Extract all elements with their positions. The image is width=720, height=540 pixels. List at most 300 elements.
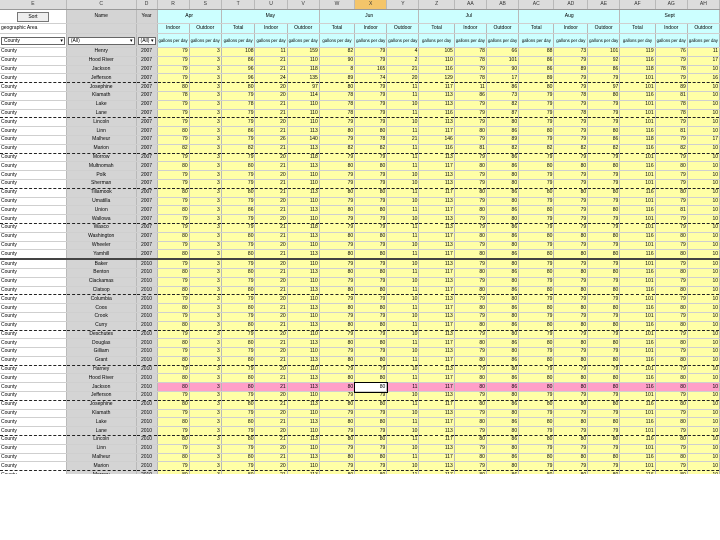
- value-cell[interactable]: 79: [554, 312, 588, 321]
- value-cell[interactable]: 80: [519, 356, 554, 365]
- area-cell[interactable]: County: [0, 462, 66, 471]
- value-cell[interactable]: 79: [319, 223, 354, 232]
- value-cell[interactable]: 80: [157, 304, 189, 313]
- value-cell[interactable]: 20: [255, 197, 287, 206]
- name-cell[interactable]: Wallowa: [66, 215, 136, 224]
- value-cell[interactable]: 80: [486, 179, 518, 188]
- value-cell[interactable]: 88: [519, 48, 554, 57]
- value-cell[interactable]: 79: [454, 197, 486, 206]
- area-cell[interactable]: County: [0, 409, 66, 418]
- value-cell[interactable]: 79: [655, 392, 687, 401]
- value-cell[interactable]: 4: [387, 48, 419, 57]
- value-cell[interactable]: 10: [687, 365, 719, 374]
- value-cell[interactable]: 86: [486, 400, 518, 409]
- value-cell[interactable]: 21: [255, 206, 287, 215]
- value-cell[interactable]: 90: [486, 65, 518, 74]
- value-cell[interactable]: 79: [554, 135, 588, 144]
- name-cell[interactable]: Gilliam: [66, 348, 136, 357]
- area-cell[interactable]: County: [0, 179, 66, 188]
- value-cell[interactable]: 80: [486, 197, 518, 206]
- value-cell[interactable]: 108: [221, 48, 255, 57]
- value-cell[interactable]: 79: [319, 135, 354, 144]
- value-cell[interactable]: 80: [355, 400, 387, 409]
- value-cell[interactable]: 10: [687, 348, 719, 357]
- value-cell[interactable]: 80: [486, 259, 518, 268]
- value-cell[interactable]: 117: [419, 188, 454, 197]
- value-cell[interactable]: 10: [387, 241, 419, 250]
- value-cell[interactable]: 79: [519, 330, 554, 339]
- value-cell[interactable]: 113: [419, 365, 454, 374]
- value-cell[interactable]: 79: [157, 135, 189, 144]
- year-cell[interactable]: 2010: [136, 295, 157, 304]
- value-cell[interactable]: 79: [588, 348, 620, 357]
- value-cell[interactable]: 101: [588, 48, 620, 57]
- value-cell[interactable]: 11: [387, 162, 419, 171]
- column-header-Y[interactable]: Y: [387, 0, 419, 10]
- value-cell[interactable]: 79: [157, 427, 189, 436]
- value-cell[interactable]: 79: [319, 330, 354, 339]
- value-cell[interactable]: 10: [387, 365, 419, 374]
- value-cell[interactable]: 79: [157, 295, 189, 304]
- area-cell[interactable]: County: [0, 109, 66, 118]
- value-cell[interactable]: 80: [588, 321, 620, 330]
- value-cell[interactable]: 82: [221, 144, 255, 153]
- value-cell[interactable]: 73: [554, 48, 588, 57]
- year-cell[interactable]: 2010: [136, 321, 157, 330]
- value-cell[interactable]: 3: [189, 65, 221, 74]
- area-cell[interactable]: County: [0, 312, 66, 321]
- value-cell[interactable]: 3: [189, 197, 221, 206]
- value-cell[interactable]: 80: [554, 162, 588, 171]
- name-cell[interactable]: Douglas: [66, 339, 136, 348]
- value-cell[interactable]: 79: [355, 295, 387, 304]
- area-cell[interactable]: County: [0, 91, 66, 100]
- value-cell[interactable]: 78: [355, 135, 387, 144]
- value-cell[interactable]: 79: [355, 241, 387, 250]
- value-cell[interactable]: 10: [687, 100, 719, 109]
- value-cell[interactable]: 20: [255, 295, 287, 304]
- value-cell[interactable]: 10: [687, 312, 719, 321]
- value-cell[interactable]: 80: [221, 436, 255, 445]
- value-cell[interactable]: 10: [687, 383, 719, 392]
- value-cell[interactable]: 116: [620, 250, 655, 259]
- value-cell[interactable]: 113: [287, 374, 319, 383]
- value-cell[interactable]: 79: [319, 312, 354, 321]
- value-cell[interactable]: 110: [287, 392, 319, 401]
- value-cell[interactable]: 101: [620, 197, 655, 206]
- value-cell[interactable]: 80: [157, 83, 189, 92]
- value-cell[interactable]: 10: [687, 400, 719, 409]
- value-cell[interactable]: 110: [287, 427, 319, 436]
- value-cell[interactable]: 116: [620, 127, 655, 136]
- value-cell[interactable]: 79: [554, 409, 588, 418]
- value-cell[interactable]: 10: [687, 418, 719, 427]
- year-cell[interactable]: 2010: [136, 453, 157, 462]
- area-cell[interactable]: County: [0, 48, 66, 57]
- value-cell[interactable]: 79: [554, 277, 588, 286]
- area-cell[interactable]: County: [0, 65, 66, 74]
- value-cell[interactable]: 3: [189, 321, 221, 330]
- value-cell[interactable]: 80: [554, 250, 588, 259]
- value-cell[interactable]: 86: [221, 127, 255, 136]
- column-header-AD[interactable]: AD: [554, 0, 588, 10]
- value-cell[interactable]: 20: [255, 348, 287, 357]
- value-cell[interactable]: 21: [255, 223, 287, 232]
- name-cell[interactable]: Lake: [66, 418, 136, 427]
- value-cell[interactable]: 79: [319, 259, 354, 268]
- name-cell[interactable]: Jackson: [66, 65, 136, 74]
- value-cell[interactable]: 117: [419, 268, 454, 277]
- value-cell[interactable]: 79: [588, 171, 620, 180]
- value-cell[interactable]: 3: [189, 259, 221, 268]
- value-cell[interactable]: 82: [588, 144, 620, 153]
- value-cell[interactable]: 80: [486, 312, 518, 321]
- value-cell[interactable]: 80: [355, 374, 387, 383]
- value-cell[interactable]: 79: [454, 153, 486, 162]
- value-cell[interactable]: 101: [620, 259, 655, 268]
- value-cell[interactable]: 101: [620, 83, 655, 92]
- name-cell[interactable]: Linn: [66, 444, 136, 453]
- value-cell[interactable]: 78: [221, 100, 255, 109]
- value-cell[interactable]: 79: [519, 223, 554, 232]
- value-cell[interactable]: 79: [221, 409, 255, 418]
- value-cell[interactable]: 80: [221, 162, 255, 171]
- value-cell[interactable]: 3: [189, 330, 221, 339]
- value-cell[interactable]: 86: [486, 188, 518, 197]
- value-cell[interactable]: 80: [588, 286, 620, 295]
- value-cell[interactable]: 79: [221, 365, 255, 374]
- area-cell[interactable]: County: [0, 188, 66, 197]
- year-cell[interactable]: 2007: [136, 179, 157, 188]
- area-cell[interactable]: County: [0, 197, 66, 206]
- value-cell[interactable]: 117: [419, 162, 454, 171]
- value-cell[interactable]: 79: [454, 409, 486, 418]
- value-cell[interactable]: 80: [355, 383, 387, 392]
- value-cell[interactable]: 116: [620, 374, 655, 383]
- value-cell[interactable]: 79: [519, 259, 554, 268]
- value-cell[interactable]: 80: [157, 188, 189, 197]
- value-cell[interactable]: 80: [157, 356, 189, 365]
- column-header-AB[interactable]: AB: [486, 0, 518, 10]
- value-cell[interactable]: 80: [454, 383, 486, 392]
- value-cell[interactable]: 3: [189, 171, 221, 180]
- value-cell[interactable]: 20: [255, 330, 287, 339]
- value-cell[interactable]: 21: [255, 100, 287, 109]
- value-cell[interactable]: 80: [554, 436, 588, 445]
- value-cell[interactable]: 79: [519, 171, 554, 180]
- value-cell[interactable]: 11: [454, 83, 486, 92]
- value-cell[interactable]: 80: [519, 339, 554, 348]
- value-cell[interactable]: 11: [387, 83, 419, 92]
- value-cell[interactable]: 78: [655, 65, 687, 74]
- area-cell[interactable]: County: [0, 339, 66, 348]
- value-cell[interactable]: 113: [419, 312, 454, 321]
- year-cell[interactable]: 2007: [136, 118, 157, 127]
- value-cell[interactable]: 116: [620, 206, 655, 215]
- name-cell[interactable]: Harney: [66, 365, 136, 374]
- value-cell[interactable]: 80: [319, 286, 354, 295]
- value-cell[interactable]: 10: [687, 223, 719, 232]
- value-cell[interactable]: 11: [387, 109, 419, 118]
- value-cell[interactable]: 80: [519, 321, 554, 330]
- value-cell[interactable]: 80: [157, 286, 189, 295]
- value-cell[interactable]: 80: [655, 418, 687, 427]
- name-cell[interactable]: Deschutes: [66, 330, 136, 339]
- value-cell[interactable]: 119: [620, 48, 655, 57]
- value-cell[interactable]: 79: [519, 444, 554, 453]
- value-cell[interactable]: 80: [319, 83, 354, 92]
- value-cell[interactable]: 135: [287, 74, 319, 83]
- value-cell[interactable]: 101: [620, 223, 655, 232]
- value-cell[interactable]: 116: [620, 383, 655, 392]
- value-cell[interactable]: 79: [519, 197, 554, 206]
- name-cell[interactable]: Josephine: [66, 83, 136, 92]
- value-cell[interactable]: 20: [255, 171, 287, 180]
- value-cell[interactable]: 79: [319, 171, 354, 180]
- value-cell[interactable]: 3: [189, 427, 221, 436]
- value-cell[interactable]: 80: [454, 268, 486, 277]
- value-cell[interactable]: 10: [687, 91, 719, 100]
- area-cell[interactable]: County: [0, 286, 66, 295]
- value-cell[interactable]: 101: [486, 56, 518, 65]
- value-cell[interactable]: 80: [355, 206, 387, 215]
- value-cell[interactable]: 82: [486, 100, 518, 109]
- value-cell[interactable]: 79: [355, 444, 387, 453]
- value-cell[interactable]: 3: [189, 162, 221, 171]
- value-cell[interactable]: 89: [319, 74, 354, 83]
- year-cell[interactable]: 2010: [136, 259, 157, 268]
- value-cell[interactable]: 79: [554, 215, 588, 224]
- value-cell[interactable]: 79: [519, 91, 554, 100]
- value-cell[interactable]: 3: [189, 365, 221, 374]
- year-cell[interactable]: 2010: [136, 365, 157, 374]
- value-cell[interactable]: 10: [687, 65, 719, 74]
- value-cell[interactable]: 11: [387, 418, 419, 427]
- value-cell[interactable]: 3: [189, 348, 221, 357]
- value-cell[interactable]: 80: [554, 321, 588, 330]
- value-cell[interactable]: 79: [519, 241, 554, 250]
- sort-button[interactable]: Sort: [17, 12, 48, 22]
- value-cell[interactable]: 79: [655, 330, 687, 339]
- area-cell[interactable]: County: [0, 427, 66, 436]
- value-cell[interactable]: 110: [287, 295, 319, 304]
- year-cell[interactable]: 2007: [136, 135, 157, 144]
- value-cell[interactable]: 79: [588, 100, 620, 109]
- value-cell[interactable]: 79: [221, 109, 255, 118]
- value-cell[interactable]: 79: [221, 118, 255, 127]
- value-cell[interactable]: 82: [486, 144, 518, 153]
- value-cell[interactable]: 113: [419, 153, 454, 162]
- value-cell[interactable]: 79: [355, 100, 387, 109]
- value-cell[interactable]: 101: [620, 277, 655, 286]
- value-cell[interactable]: 116: [620, 356, 655, 365]
- value-cell[interactable]: 21: [255, 232, 287, 241]
- value-cell[interactable]: 79: [655, 409, 687, 418]
- value-cell[interactable]: 20: [255, 153, 287, 162]
- value-cell[interactable]: 80: [319, 232, 354, 241]
- value-cell[interactable]: 79: [319, 427, 354, 436]
- value-cell[interactable]: 80: [519, 206, 554, 215]
- value-cell[interactable]: 79: [221, 277, 255, 286]
- name-cell[interactable]: Lincoln: [66, 436, 136, 445]
- value-cell[interactable]: 3: [189, 295, 221, 304]
- area-cell[interactable]: County: [0, 444, 66, 453]
- value-cell[interactable]: 79: [157, 365, 189, 374]
- value-cell[interactable]: 80: [655, 162, 687, 171]
- value-cell[interactable]: 80: [157, 400, 189, 409]
- name-cell[interactable]: Wasco: [66, 223, 136, 232]
- value-cell[interactable]: 80: [454, 418, 486, 427]
- value-cell[interactable]: 3: [189, 91, 221, 100]
- name-cell[interactable]: Union: [66, 206, 136, 215]
- value-cell[interactable]: 82: [519, 144, 554, 153]
- value-cell[interactable]: 81: [655, 127, 687, 136]
- value-cell[interactable]: 11: [387, 383, 419, 392]
- value-cell[interactable]: 80: [655, 339, 687, 348]
- value-cell[interactable]: 79: [355, 197, 387, 206]
- value-cell[interactable]: 3: [189, 383, 221, 392]
- value-cell[interactable]: 101: [620, 295, 655, 304]
- value-cell[interactable]: 21: [255, 250, 287, 259]
- value-cell[interactable]: 10: [687, 436, 719, 445]
- value-cell[interactable]: 86: [486, 268, 518, 277]
- value-cell[interactable]: 79: [519, 365, 554, 374]
- value-cell[interactable]: 110: [287, 444, 319, 453]
- area-cell[interactable]: County: [0, 56, 66, 65]
- value-cell[interactable]: 80: [519, 383, 554, 392]
- area-cell[interactable]: County: [0, 153, 66, 162]
- value-cell[interactable]: 10: [687, 453, 719, 462]
- value-cell[interactable]: 101: [620, 365, 655, 374]
- value-cell[interactable]: 117: [419, 453, 454, 462]
- value-cell[interactable]: 10: [387, 259, 419, 268]
- value-cell[interactable]: 80: [319, 188, 354, 197]
- value-cell[interactable]: 10: [687, 321, 719, 330]
- value-cell[interactable]: 79: [454, 215, 486, 224]
- value-cell[interactable]: 116: [620, 286, 655, 295]
- name-cell[interactable]: Washington: [66, 232, 136, 241]
- value-cell[interactable]: 113: [287, 127, 319, 136]
- value-cell[interactable]: 80: [588, 383, 620, 392]
- year-cell[interactable]: 2010: [136, 383, 157, 392]
- value-cell[interactable]: 21: [255, 374, 287, 383]
- value-cell[interactable]: 113: [419, 409, 454, 418]
- value-cell[interactable]: 97: [588, 83, 620, 92]
- value-cell[interactable]: 24: [255, 74, 287, 83]
- value-cell[interactable]: 113: [419, 118, 454, 127]
- value-cell[interactable]: 80: [519, 436, 554, 445]
- column-header-V[interactable]: V: [287, 0, 319, 10]
- value-cell[interactable]: 21: [255, 383, 287, 392]
- value-cell[interactable]: 118: [620, 65, 655, 74]
- value-cell[interactable]: 80: [157, 321, 189, 330]
- value-cell[interactable]: 80: [655, 356, 687, 365]
- value-cell[interactable]: 20: [255, 444, 287, 453]
- value-cell[interactable]: 3: [189, 462, 221, 471]
- value-cell[interactable]: 80: [355, 232, 387, 241]
- value-cell[interactable]: 80: [355, 339, 387, 348]
- value-cell[interactable]: 79: [454, 118, 486, 127]
- value-cell[interactable]: 80: [221, 400, 255, 409]
- value-cell[interactable]: 80: [221, 383, 255, 392]
- value-cell[interactable]: 79: [655, 348, 687, 357]
- value-cell[interactable]: 80: [355, 286, 387, 295]
- name-cell[interactable]: Jackson: [66, 383, 136, 392]
- value-cell[interactable]: 79: [319, 153, 354, 162]
- value-cell[interactable]: 20: [255, 83, 287, 92]
- value-cell[interactable]: 10: [387, 348, 419, 357]
- value-cell[interactable]: 101: [620, 74, 655, 83]
- value-cell[interactable]: 90: [319, 56, 354, 65]
- value-cell[interactable]: 117: [419, 83, 454, 92]
- value-cell[interactable]: 79: [655, 179, 687, 188]
- area-cell[interactable]: County: [0, 223, 66, 232]
- value-cell[interactable]: 79: [554, 348, 588, 357]
- value-cell[interactable]: 3: [189, 444, 221, 453]
- value-cell[interactable]: 79: [454, 65, 486, 74]
- year-cell[interactable]: 2007: [136, 48, 157, 57]
- value-cell[interactable]: 3: [189, 206, 221, 215]
- value-cell[interactable]: 79: [355, 83, 387, 92]
- value-cell[interactable]: 11: [387, 250, 419, 259]
- value-cell[interactable]: 80: [588, 356, 620, 365]
- value-cell[interactable]: 79: [355, 348, 387, 357]
- value-cell[interactable]: 80: [655, 286, 687, 295]
- value-cell[interactable]: 113: [287, 304, 319, 313]
- value-cell[interactable]: 3: [189, 215, 221, 224]
- value-cell[interactable]: 79: [519, 462, 554, 471]
- value-cell[interactable]: 3: [189, 277, 221, 286]
- value-cell[interactable]: 80: [355, 188, 387, 197]
- value-cell[interactable]: 10: [687, 162, 719, 171]
- value-cell[interactable]: 79: [319, 179, 354, 188]
- value-cell[interactable]: 78: [454, 74, 486, 83]
- value-cell[interactable]: 79: [655, 277, 687, 286]
- value-cell[interactable]: 113: [419, 91, 454, 100]
- value-cell[interactable]: 81: [454, 144, 486, 153]
- value-cell[interactable]: 80: [486, 365, 518, 374]
- value-cell[interactable]: 79: [519, 427, 554, 436]
- year-cell[interactable]: 2007: [136, 65, 157, 74]
- value-cell[interactable]: 10: [687, 127, 719, 136]
- value-cell[interactable]: 80: [486, 295, 518, 304]
- value-cell[interactable]: 113: [419, 295, 454, 304]
- value-cell[interactable]: 10: [687, 188, 719, 197]
- value-cell[interactable]: 80: [486, 241, 518, 250]
- year-cell[interactable]: 2007: [136, 109, 157, 118]
- value-cell[interactable]: 79: [319, 444, 354, 453]
- value-cell[interactable]: 3: [189, 223, 221, 232]
- name-cell[interactable]: Jefferson: [66, 392, 136, 401]
- value-cell[interactable]: 80: [221, 374, 255, 383]
- value-cell[interactable]: 86: [486, 436, 518, 445]
- value-cell[interactable]: 86: [486, 304, 518, 313]
- value-cell[interactable]: 3: [189, 409, 221, 418]
- value-cell[interactable]: 80: [588, 400, 620, 409]
- value-cell[interactable]: 80: [519, 83, 554, 92]
- value-cell[interactable]: 116: [620, 144, 655, 153]
- value-cell[interactable]: 16: [687, 74, 719, 83]
- value-cell[interactable]: 80: [486, 427, 518, 436]
- value-cell[interactable]: 79: [655, 241, 687, 250]
- value-cell[interactable]: 3: [189, 241, 221, 250]
- value-cell[interactable]: 3: [189, 400, 221, 409]
- name-cell[interactable]: Wheeler: [66, 241, 136, 250]
- value-cell[interactable]: 79: [319, 392, 354, 401]
- year-cell[interactable]: 2010: [136, 444, 157, 453]
- value-cell[interactable]: 3: [189, 453, 221, 462]
- name-cell[interactable]: Hood River: [66, 374, 136, 383]
